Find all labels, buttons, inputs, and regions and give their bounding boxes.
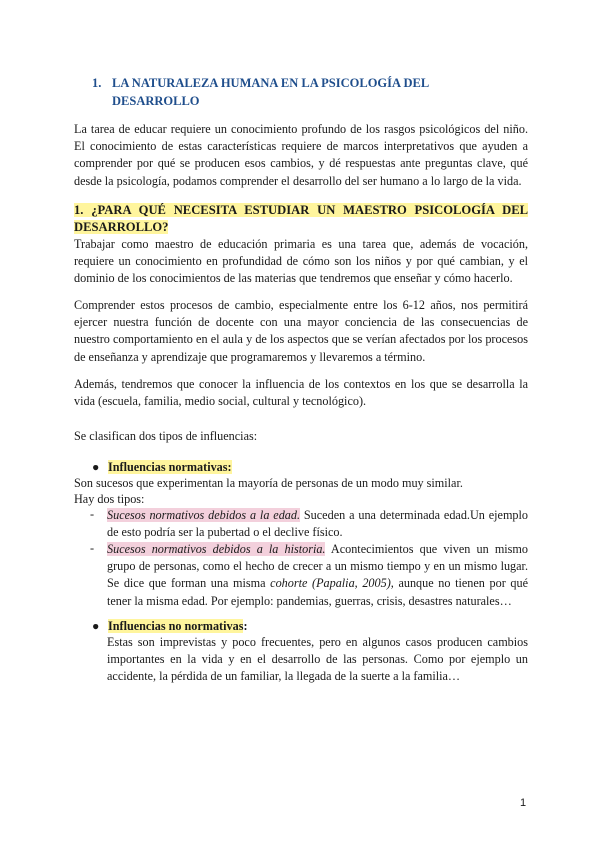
- bullet-label-colon: :: [243, 619, 248, 633]
- bullet-label: Influencias no normativas: [108, 619, 244, 633]
- dash-icon: -: [90, 541, 95, 555]
- history-normative-item: [107, 541, 528, 610]
- paragraph-1: Trabajar como maestro de educación primaria es una tarea que, además de vocación, requiere un conocimiento en profundidad de cómo son los niños y por qué cambian, y el dominio de los conocimientos de las materias que tendremos que enseñar y cómo hacerlo.: [74, 237, 528, 286]
- section-title-line2: DESARROLLO: [112, 94, 200, 108]
- bullet-icon: ●: [92, 460, 100, 474]
- age-normative-text: Suceden a una determinada edad.Un ejemplo de esto podría ser la pubertad o el declive físico.: [107, 508, 529, 540]
- section-heading: [92, 74, 512, 110]
- bullet-non-normative: [92, 618, 248, 635]
- history-normative-term: Sucesos normativos debidos a la historia.: [107, 542, 326, 556]
- paragraph-4: Se clasifican dos tipos de influencias:: [74, 429, 258, 443]
- intro-paragraph: La tarea de educar requiere un conocimiento profundo de los rasgos psicológicos del niño. El conocimiento de estas características requiere de marcos interpretativos que ayuden a comprender por qué se producen esos cambios, y dé respuestas ante preguntas clave, qué desde la psicología, podamos comprender el desarrollo del ser humano a lo largo de la vida.: [74, 122, 528, 188]
- bullet-normative: [92, 459, 232, 476]
- subsection-heading-text: 1. ¿PARA QUÉ NECESITA ESTUDIAR UN MAESTRO PSICOLOGÍA DEL DESARROLLO?: [74, 203, 528, 234]
- history-normative-text-b: aunque no tienen por qué tener la misma edad. Por ejemplo: pandemias, guerras, crisis, desastres naturales…: [107, 576, 528, 608]
- normative-types-intro: Hay dos tipos:: [74, 492, 145, 506]
- age-normative-item: [107, 507, 528, 541]
- page-number: 1: [520, 797, 527, 809]
- citation: cohorte (Papalia, 2005),: [270, 576, 394, 591]
- paragraph-3: Además, tendremos que conocer la influencia de los contextos en los que se desarrolla la vida (escuela, familia, medio social, cultural y tecnológico).: [74, 377, 528, 409]
- section-number: 1.: [92, 76, 102, 90]
- section-title-line1: LA NATURALEZA HUMANA EN LA PSICOLOGÍA DEL: [112, 76, 430, 90]
- dash-icon: -: [90, 507, 95, 521]
- non-normative-description: Estas son imprevistas y poco frecuentes, pero en algunos casos producen cambios importantes en la vida y en el desarrollo de las personas. Como por ejemplo un accidente, la pérdida de un familiar, la llegada de la suerte a la familia…: [107, 635, 528, 684]
- history-normative-text-a: Acontecimientos que viven un mismo grupo de personas, como el hecho de crecer a un mismo tiempo y en un mismo lugar. Se dice que forman una misma: [107, 542, 528, 591]
- bullet-icon: ●: [92, 619, 100, 633]
- subsection-heading: [74, 202, 528, 236]
- paragraph-2: Comprender estos procesos de cambio, especialmente entre los 6-12 años, nos permitirá ejercer nuestra función de docente con una mayor conciencia de las consecuencias de nuestro comportamiento en el aula y de los aspectos que se verían afectados por los procesos de enseñanza y aprendizaje que programaremos y llevaremos a término.: [74, 298, 528, 364]
- normative-definition: Son sucesos que experimentan la mayoría de personas de un modo muy similar.: [74, 476, 463, 490]
- age-normative-term: Sucesos normativos debidos a la edad.: [107, 508, 301, 522]
- bullet-label: Influencias normativas:: [108, 460, 232, 474]
